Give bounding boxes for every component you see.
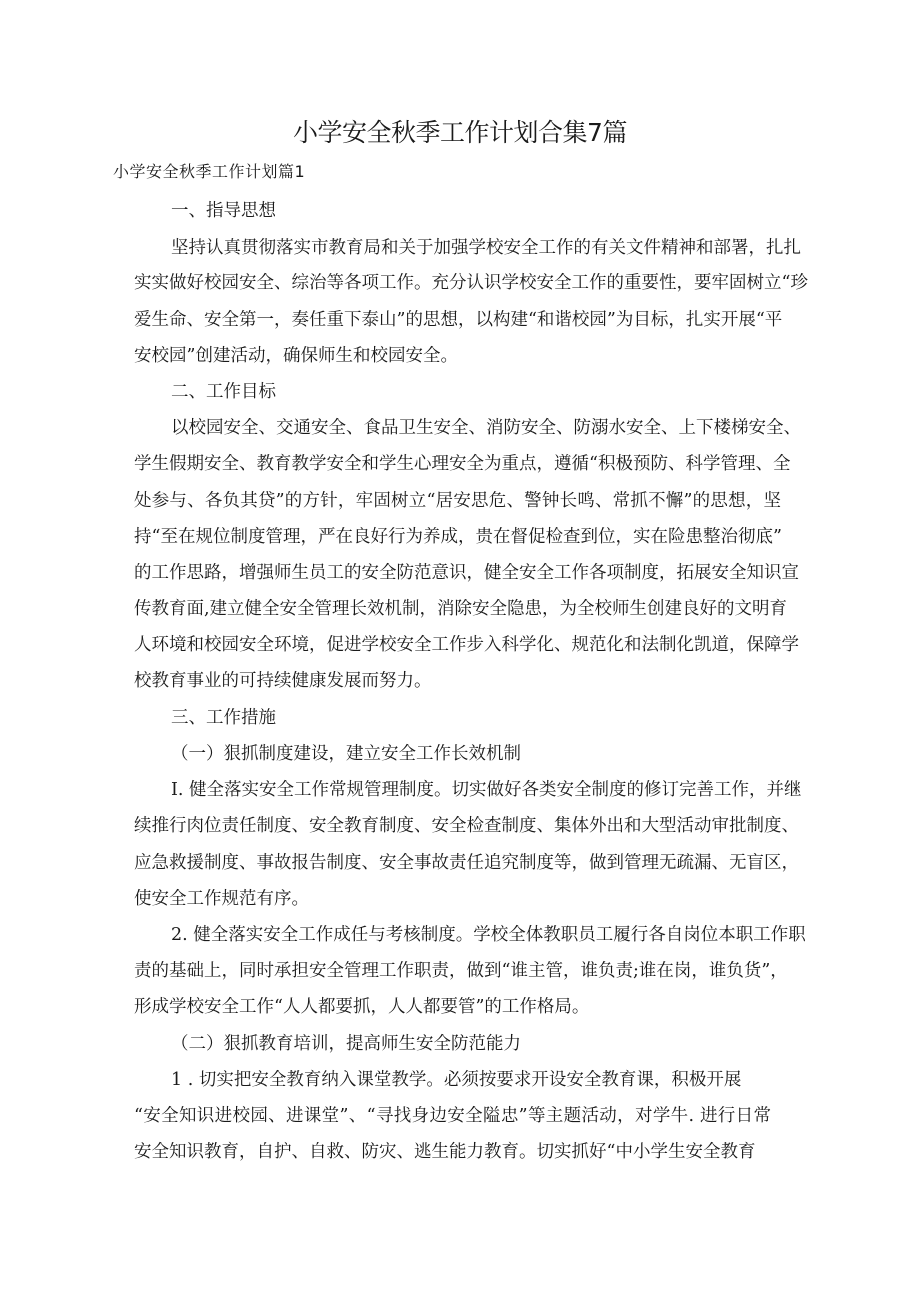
subsection-heading: （二）狠抓教育培训，提高师生安全防范能力 xyxy=(171,1034,521,1054)
paragraph-line: 续推行肉位责任制度、安全教育制度、安全检查制度、集体外出和大型活动审批制度、 xyxy=(134,816,799,836)
paragraph-line: 学生假期安全、教育教学安全和学生心理安全为重点，遵循“积极预防、科学管理、全 xyxy=(134,454,791,474)
paragraph-line: 传教育面,建立健全安全管理长效机制，消除安全隐患，为全校师生创建良好的文明育 xyxy=(134,599,788,619)
paragraph-line: 处参与、各负其贷”的方针，牢固树立“居安思危、警钟长鸣、常抓不懈”的思想，坚 xyxy=(134,491,781,511)
document-subtitle: 小学安全秋季工作计划篇1 xyxy=(113,162,306,181)
paragraph-line: 责的基础上，同时承担安全管理工作职责，做到“谁主管，谁负责;谁在岗，谁负货”， xyxy=(134,961,788,981)
paragraph-line: 以校园安全、交通安全、食品卫生安全、消防安全、防溺水安全、上下楼梯安全、 xyxy=(171,418,801,438)
paragraph-line: 持“至在规位制度管理，严在良好行为养成，贵在督促检查到位，实在险患整治彻底” xyxy=(134,527,782,547)
paragraph-line: 形成学校安全工作“人人都要抓，人人都要管”的工作格局。 xyxy=(134,997,590,1017)
paragraph-line: 1 . 切实把安全教育纳入课堂教学。必须按要求开设安全教育课，积极开展 xyxy=(171,1070,742,1090)
paragraph-line: 2. 健全落实安全工作成任与考核制度。学校全体教职员工履行各自岗位本职工作职 xyxy=(171,925,806,945)
paragraph-line: 人环境和校园安全环境，促进学校安全工作步入科学化、规范化和法制化凯道，保障学 xyxy=(134,635,799,655)
paragraph-line: 爱生命、安全第一，奏任重下泰山”的思想，以构建“和谐校园”为目标，扎实开展“平 xyxy=(134,310,783,330)
paragraph-line: 坚持认真贯彻落实市教育局和关于加强学校安全工作的有关文件精神和部署，扎扎 xyxy=(171,238,801,258)
paragraph-line: I. 健全落实安全工作常规管理制度。切实做好各类安全制度的修订完善工作，并继 xyxy=(171,780,802,800)
section-heading: 一、指导思想 xyxy=(171,201,276,221)
subsection-heading: （一）狠抓制度建设，建立安全工作长效机制 xyxy=(171,744,521,764)
paragraph-line: 使安全工作规范有序。 xyxy=(134,889,309,909)
paragraph-line: 校教育事业的可持续健康发展而努力。 xyxy=(134,671,432,691)
paragraph-line: “安全知识进校园、进课堂”、“寻找身边安全隘忠”等主题活动，对学牛. 进行日常 xyxy=(134,1106,771,1126)
paragraph-line: 实实做好校园安全、综治等各项工作。充分认识学校安全工作的重要性，要牢固树立“珍 xyxy=(134,273,808,293)
paragraph-line: 安全知识教育，自护、自救、防灾、逃生能力教育。切实抓好“中小学生安全教育 xyxy=(134,1142,756,1162)
paragraph-line: 的工作思路，增强师生员工的安全防范意识，健全安全工作各项制度，拓展安全知识宣 xyxy=(134,563,799,583)
section-heading: 三、工作措施 xyxy=(171,708,276,728)
document-title: 小学安全秋季工作计划合集7篇 xyxy=(293,118,627,147)
paragraph-line: 应急救援制度、事故报告制度、安全事故责任追究制度等，做到管理无疏漏、无盲区， xyxy=(134,853,799,873)
paragraph-line: 安校园”创建活动，确保师生和校园安全。 xyxy=(134,346,458,366)
section-heading: 二、工作目标 xyxy=(171,382,276,402)
